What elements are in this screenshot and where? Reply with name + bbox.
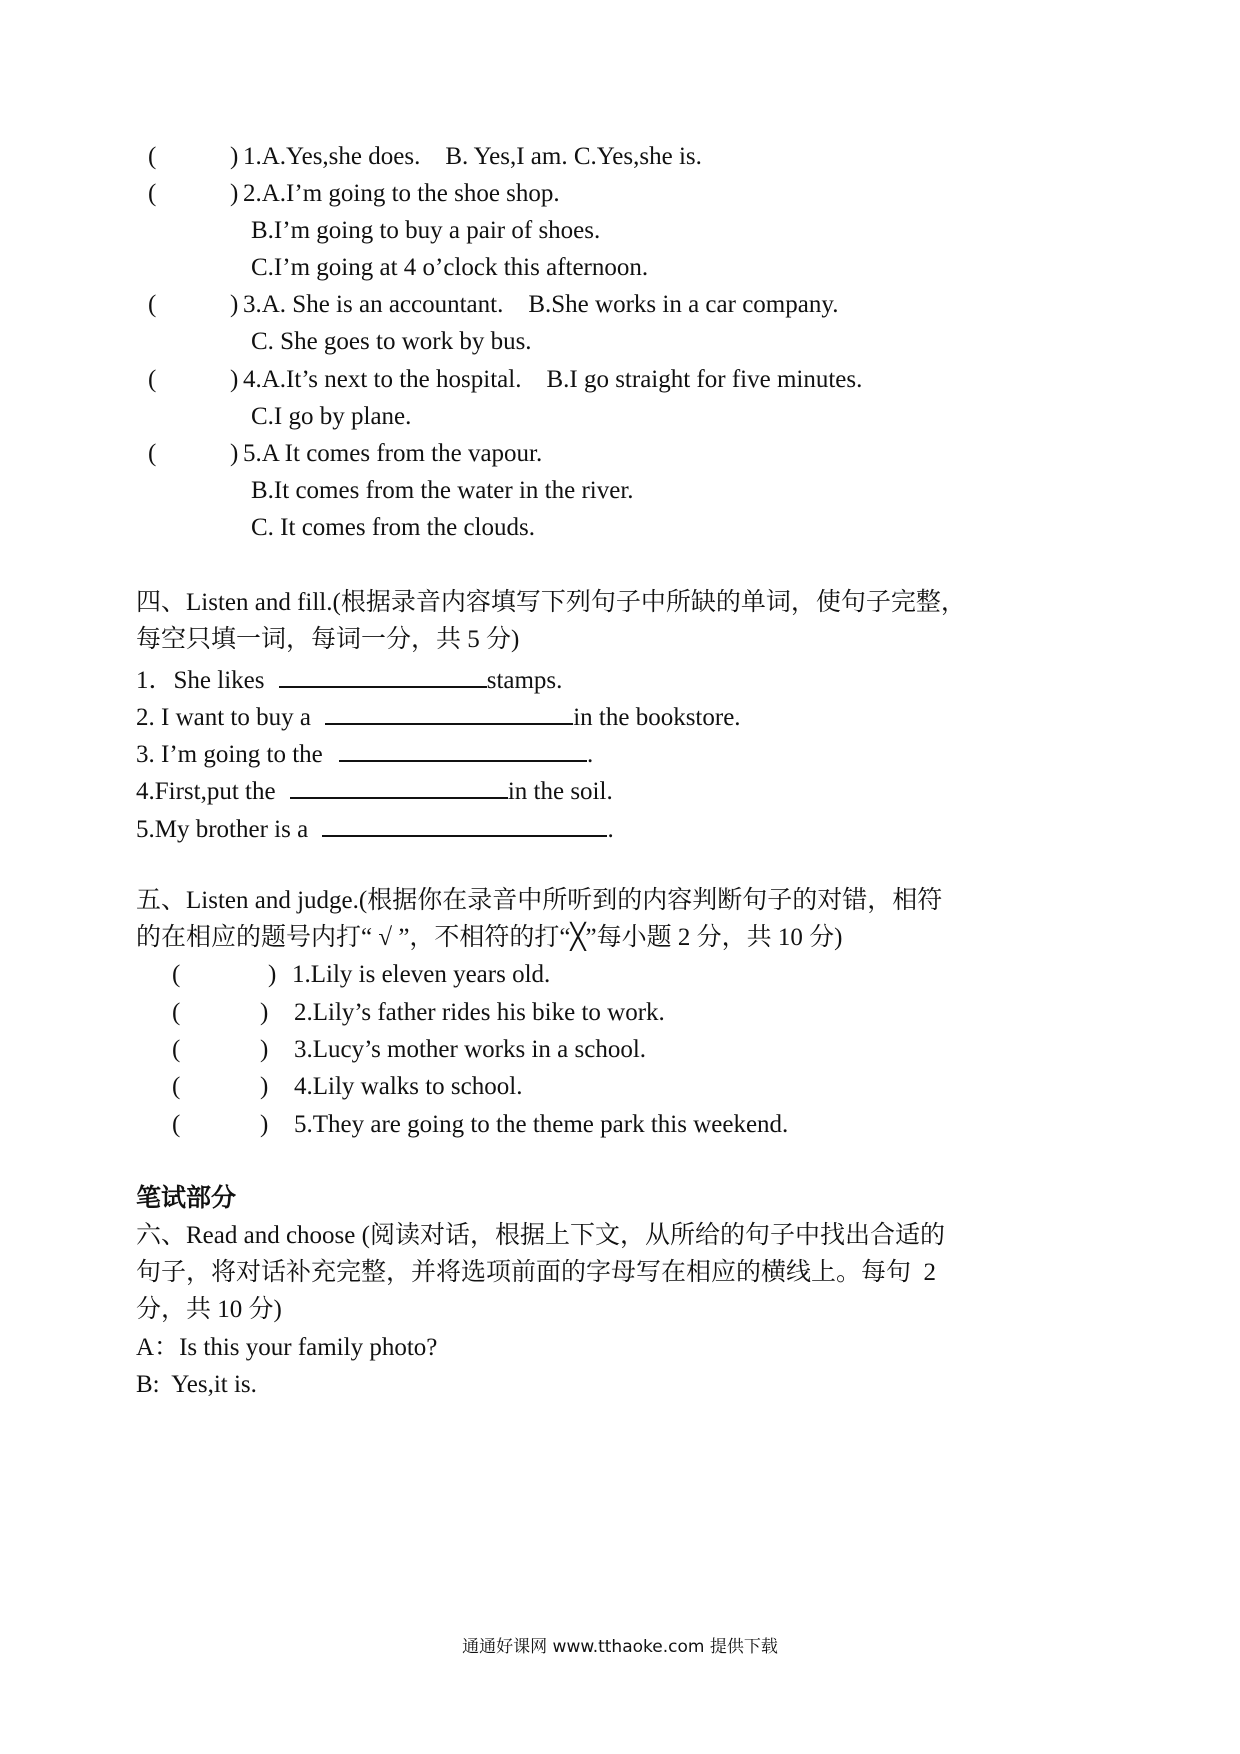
fill-blank[interactable] bbox=[279, 662, 487, 688]
section3-option-5c: C. It comes from the clouds. bbox=[251, 514, 535, 541]
statement-text: 2.Lily’s father rides his bike to work. bbox=[294, 999, 665, 1026]
section4-item-1: 1．She likes stamps. bbox=[136, 662, 562, 697]
statement-text: 3.Lucy’s mother works in a school. bbox=[294, 1036, 647, 1063]
section5-heading-line2: 的在相应的题号内打“ √ ”，不相符的打“╳”每小题 2 分，共 10 分) bbox=[136, 924, 843, 951]
section5-item-2 bbox=[172, 997, 665, 1029]
section4-item-2: 2. I want to buy a in the bookstore. bbox=[136, 699, 741, 734]
fill-blank[interactable] bbox=[325, 699, 573, 725]
section5-item-5 bbox=[172, 1109, 788, 1141]
section3-option-2c: C.I’m going at 4 o’clock this afternoon. bbox=[251, 254, 649, 281]
statement-text: 4.Lily walks to school. bbox=[294, 1073, 523, 1100]
section5-item-1 bbox=[172, 959, 550, 991]
section4-item-4: 4.First,put the in the soil. bbox=[136, 773, 613, 808]
section6-heading-line3: 分，共 10 分) bbox=[136, 1296, 282, 1323]
section3-question-4 bbox=[148, 364, 862, 396]
section5-item-4 bbox=[172, 1071, 522, 1103]
answer-slot[interactable]: ( ) bbox=[148, 440, 239, 467]
speaker-label: B: bbox=[136, 1371, 160, 1398]
section4-heading-line2: 每空只填一词，每词一分，共 5 分) bbox=[136, 626, 520, 653]
answer-slot[interactable]: ( ) bbox=[172, 961, 277, 988]
question-text: 2.A.I’m going to the shoe shop. bbox=[243, 180, 560, 207]
answer-slot[interactable]: ( ) bbox=[172, 1111, 269, 1138]
answer-slot[interactable]: ( ) bbox=[148, 143, 239, 170]
written-part-title: 笔试部分 bbox=[136, 1185, 237, 1212]
section3-question-3 bbox=[148, 289, 838, 321]
fill-blank[interactable] bbox=[322, 811, 607, 837]
section4-item-5: 5.My brother is a . bbox=[136, 811, 614, 846]
section3-question-5 bbox=[148, 438, 542, 470]
question-text: 5.A It comes from the vapour. bbox=[243, 440, 543, 467]
section5-item-3 bbox=[172, 1034, 646, 1066]
section4-heading-line1: 四、Listen and fill.(根据录音内容填写下列句子中所缺的单词，使句子完整， bbox=[136, 589, 966, 616]
section4-item-3: 3. I’m going to the . bbox=[136, 736, 593, 771]
answer-slot[interactable]: ( ) bbox=[172, 1073, 269, 1100]
answer-slot[interactable]: ( ) bbox=[148, 366, 239, 393]
section3-option-2b: B.I’m going to buy a pair of shoes. bbox=[251, 217, 601, 244]
section3-option-5b: B.It comes from the water in the river. bbox=[251, 477, 634, 504]
statement-text: 5.They are going to the theme park this weekend. bbox=[294, 1111, 789, 1138]
answer-slot[interactable]: ( ) bbox=[148, 291, 239, 318]
speaker-label: A： bbox=[136, 1334, 180, 1361]
section3-question-1 bbox=[148, 141, 702, 173]
answer-slot[interactable]: ( ) bbox=[172, 999, 269, 1026]
page-footer: 通通好课网 www.tthaoke.com 提供下载 bbox=[462, 1637, 778, 1657]
question-text: 1.A.Yes,she does. B. Yes,I am. C.Yes,she is. bbox=[243, 143, 702, 170]
section6-heading-line2: 句子，将对话补充完整，并将选项前面的字母写在相应的横线上。每句 2 bbox=[136, 1259, 937, 1286]
dialog-text: Yes,it is. bbox=[159, 1371, 257, 1398]
fill-blank[interactable] bbox=[290, 773, 508, 799]
section6-heading-line1: 六、Read and choose (阅读对话，根据上下文，从所给的句子中找出合适的 bbox=[136, 1222, 945, 1249]
answer-slot[interactable]: ( ) bbox=[172, 1036, 269, 1063]
section3-option-4c: C.I go by plane. bbox=[251, 403, 412, 430]
question-text: 3.A. She is an accountant. B.She works in a car company. bbox=[243, 291, 839, 318]
section5-heading-line1: 五、Listen and judge.(根据你在录音中所听到的内容判断句子的对错，相符 bbox=[136, 887, 943, 914]
section3-question-2 bbox=[148, 178, 560, 210]
answer-slot[interactable]: ( ) bbox=[148, 180, 239, 207]
dialog-line-a bbox=[136, 1332, 437, 1364]
dialog-line-b bbox=[136, 1369, 257, 1401]
question-text: 4.A.It’s next to the hospital. B.I go straight for five minutes. bbox=[243, 366, 863, 393]
section3-option-3c: C. She goes to work by bus. bbox=[251, 328, 532, 355]
fill-blank[interactable] bbox=[339, 736, 587, 762]
statement-text: 1.Lily is eleven years old. bbox=[292, 961, 551, 988]
dialog-text: Is this your family photo? bbox=[179, 1334, 438, 1361]
